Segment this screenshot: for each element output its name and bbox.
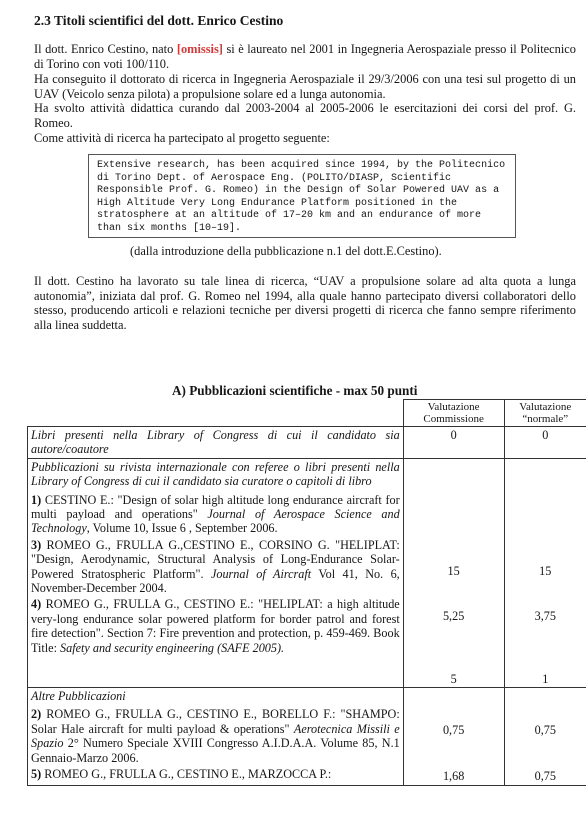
intro-text-before: Il dott. Enrico Cestino, nato xyxy=(34,42,177,56)
pub-journal: Aerotecnica Missili e Spazio xyxy=(31,721,400,751)
pub-journal: Safety and security engineering (SAFE 2005). xyxy=(60,640,285,655)
pub2-normale: 0,75 xyxy=(534,723,556,738)
teaching-paragraph: Ha svolto attività didattica curando dal 2003-2004 al 2005-2006 le esercitazioni dei corsi del prof. G. Romeo. xyxy=(34,101,576,130)
pub-authors-title: ROMEO G., FRULLA G., CESTINO E., BORELLO F.: "SHAMPO: Solar Hale aircraft for multi payload & operations" xyxy=(31,707,400,736)
empty-header-cell xyxy=(28,400,404,427)
pub-number: 5) xyxy=(31,767,42,782)
library-commissione: 0 xyxy=(403,427,504,459)
pub-number: 4) xyxy=(31,597,42,612)
header-normale: Valutazione “normale” xyxy=(504,400,586,427)
publication-1 xyxy=(31,493,400,536)
other-publications-cell xyxy=(28,688,404,786)
publications-section-title: A) Pubblicazioni scientifiche - max 50 punti xyxy=(172,383,418,398)
publications-table xyxy=(27,399,586,786)
pub1-normale: 15 xyxy=(539,563,552,578)
header-commissione: Valutazione Commissione xyxy=(403,400,504,427)
pub3-commissione: 5,25 xyxy=(442,609,465,624)
pub5-normale: 0,75 xyxy=(534,769,556,784)
pub-number: 1) xyxy=(31,492,42,507)
pub2-commissione: 0,75 xyxy=(442,723,465,738)
pub-authors-title: ROMEO G., FRULLA G., CESTINO E., MARZOCCA P.: xyxy=(41,767,332,782)
intro-paragraph xyxy=(34,42,576,71)
other-category-label: Altre Pubblicazioni xyxy=(31,689,126,704)
table-row xyxy=(28,427,586,459)
publication-2 xyxy=(31,707,400,765)
publication-3 xyxy=(31,538,400,596)
pub4-commissione: 5 xyxy=(450,671,457,686)
omissis-redaction: [omissis] xyxy=(176,42,223,56)
pub-authors-title: ROMEO G., FRULLA G., CESTINO E.: "HELIPLAT: a high altitude very-long endurance solar powered platform for border patrol and forest fire detection". Section 7: Fire prevention and protection, p. 459-469. Book Title: xyxy=(31,597,400,655)
journal-normale-cell xyxy=(504,458,586,687)
pub-details: Vol 41, No. 6, November-December 2004. xyxy=(31,566,400,596)
pub-number: 2) xyxy=(31,707,42,722)
other-normale-cell xyxy=(504,688,586,786)
pub1-commissione: 15 xyxy=(447,563,460,578)
library-label: Libri presenti nella Library of Congress di cui il candidato sia autore/coautore xyxy=(28,427,404,459)
quoted-excerpt: Extensive research, has been acquired since 1994, by the Politecnico di Torino Dept. of Aerospace Eng. (POLITO/DIASP, Scientific Responsible Prof. G. Romeo) in the Design of Solar Powered UAV as a High Altitude Very Long Endurance Platform positioned in the stratosphere at an altitude of 17–20 km and an endurance of more than six months [10–19]. xyxy=(88,154,516,238)
journal-category-label: Pubblicazioni su rivista internazionale con referee o libri presenti nella Library of Congress di cui il candidato sia curatore o capitoli di libro xyxy=(31,459,400,489)
pub-details: 2° Numero Speciale XVIII Congresso A.I.D.A.A. Volume 85, N.1 Gennaio-Marzo 2006. xyxy=(31,736,400,765)
table-header-row xyxy=(28,400,586,427)
pub-journal: Journal of Aerospace Science and Technology xyxy=(31,507,400,536)
table-row xyxy=(28,458,586,687)
phd-paragraph: Ha conseguito il dottorato di ricerca in Ingegneria Aerospaziale il 29/3/2006 con una tesi sul progetto di un UAV (Veicolo senza pilota) a propulsione solare ed a lunga autonomia. xyxy=(34,72,576,101)
other-commissione-cell xyxy=(403,688,504,786)
research-line-paragraph: Il dott. Cestino ha lavorato su tale linea di ricerca, “UAV a propulsione solare ad alta quota a lunga autonomia”, iniziata dal prof. G. Romeo nel 1994, alla quale hanno partecipato diversi collaboratori dello stesso, producendo articoli e relazioni tecniche per diversi progetti di ricerca che fanno sempre riferimento alla linea suddetta. xyxy=(34,274,576,332)
journal-commissione-cell xyxy=(403,458,504,687)
pub-journal: Journal of Aircraft xyxy=(210,566,312,581)
pub-number: 3) xyxy=(31,537,42,552)
pub-details: , Volume 10, Issue 6 , September 2006. xyxy=(86,521,278,536)
pub3-normale: 3,75 xyxy=(534,609,556,624)
library-normale: 0 xyxy=(504,427,586,459)
table-row xyxy=(28,688,586,786)
pub4-normale: 1 xyxy=(542,671,549,686)
publication-5 xyxy=(31,767,400,781)
publication-4 xyxy=(31,597,400,655)
research-intro-paragraph: Come attività di ricerca ha partecipato al progetto seguente: xyxy=(34,131,330,145)
section-heading: 2.3 Titoli scientifici del dott. Enrico Cestino xyxy=(34,13,284,28)
intro-text-after: si è laureato nel 2001 in Ingegneria Aerospaziale presso il Politecnico di Torino con voti 100/110. xyxy=(34,42,577,71)
quote-caption: (dalla introduzione della pubblicazione n.1 del dott.E.Cestino). xyxy=(130,244,442,258)
pub-authors-title: ROMEO G., FRULLA G.,CESTINO E., CORSINO G. "HELIPLAT: "Design, Aerodynamic, Structural Analysis of Long-Endurance Solar-Powered Stratospheric Platform". xyxy=(31,537,400,581)
pub5-commissione: 1,68 xyxy=(442,769,465,784)
journal-publications-cell xyxy=(28,458,404,687)
pub-authors-title: CESTINO E.: "Design of solar high altitude long endurance aircraft for multi payload and operations" xyxy=(31,492,400,522)
